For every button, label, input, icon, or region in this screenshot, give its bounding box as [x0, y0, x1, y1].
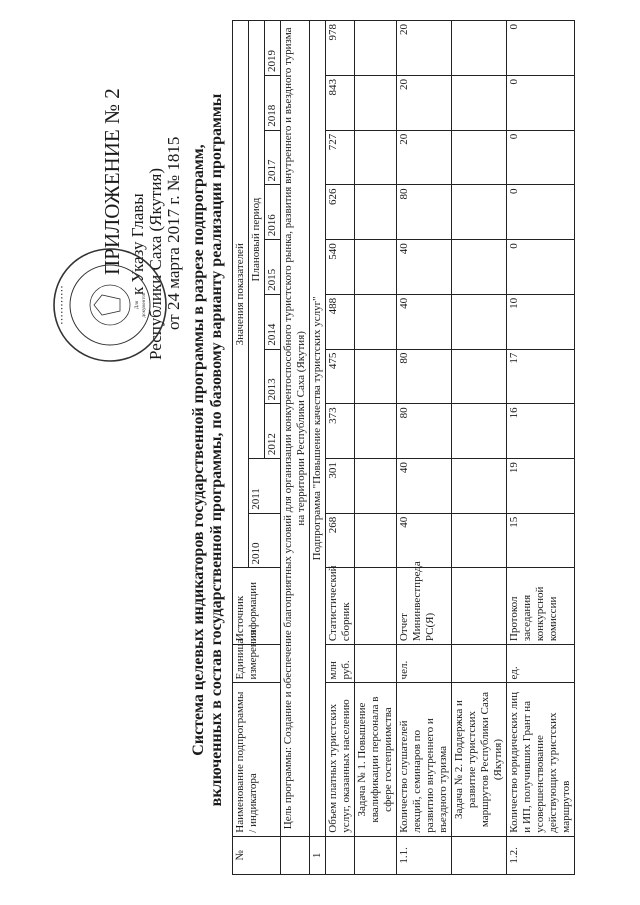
value-cell: 978 — [326, 21, 355, 76]
header-values: Значения показателей — [233, 21, 249, 569]
indicator-source: Протокол заседания конкурсной комиссии — [507, 568, 575, 645]
value-cell: 301 — [326, 459, 355, 514]
header-year-2010: 2010 — [249, 513, 281, 568]
table-row — [452, 21, 507, 875]
header-year-2016: 2016 — [265, 185, 281, 240]
value-cell: 843 — [326, 76, 355, 131]
header-year-2013: 2013 — [265, 349, 281, 404]
indicators-table — [232, 20, 575, 875]
value-cell: 19 — [507, 459, 575, 514]
table-row — [310, 21, 326, 875]
svg-text:• • • • • • • • • • •: • • • • • • • • • • • — [60, 285, 66, 325]
document-title — [190, 25, 226, 875]
row-number: 1.1. — [397, 836, 452, 874]
header-source: Источник информации — [233, 568, 281, 645]
header-unit: Единица измерения — [233, 645, 281, 683]
indicator-name: Количество слушателей лекций, семинаров по развитию внутреннего и въездного туризма — [397, 683, 452, 836]
subprogram-title: Подпрограмма "Повышение качества туристских услуг" — [310, 21, 326, 837]
indicator-unit: чел. — [397, 645, 452, 683]
value-cell: 488 — [326, 294, 355, 349]
indicator-name: Количество юридических лиц и ИП, получивших Грант на усовершенствование действующих туристских маршрутов — [507, 683, 575, 836]
value-cell: 10 — [507, 294, 575, 349]
table-row — [281, 21, 310, 875]
program-goal: Цель программы: Создание и обеспечение благоприятных условий для организации конкурентоспособного туристского рынка, развития внутреннего и въездного туризма на территории Республики Саха (Якутия) — [281, 21, 310, 837]
value-cell: 626 — [326, 185, 355, 240]
table-row — [397, 21, 452, 875]
value-cell: 20 — [397, 130, 452, 185]
value-cell: 80 — [397, 185, 452, 240]
value-cell: 0 — [507, 130, 575, 185]
value-cell: 40 — [397, 459, 452, 514]
header-name: Наименование подпрограммы / индикатора — [233, 683, 281, 836]
value-cell: 0 — [507, 76, 575, 131]
header-year-2011: 2011 — [249, 459, 281, 514]
value-cell: 17 — [507, 349, 575, 404]
official-seal-icon — [50, 245, 170, 365]
indicator-unit: ед. — [507, 645, 575, 683]
table-row — [507, 21, 575, 875]
value-cell: 40 — [397, 240, 452, 295]
value-cell: 268 — [326, 513, 355, 568]
header-number: № — [233, 836, 281, 874]
title-line-2: включенных в состав государственной программы, по базовому варианту реализации программы — [208, 93, 225, 807]
header-year-2018: 2018 — [265, 76, 281, 131]
appendix-date: от 24 марта 2017 г. № 1815 — [164, 136, 183, 330]
value-cell: 0 — [507, 185, 575, 240]
table-row — [326, 21, 355, 875]
header-year-2014: 2014 — [265, 294, 281, 349]
value-cell: 80 — [397, 404, 452, 459]
value-cell: 40 — [397, 294, 452, 349]
svg-text:Для: Для — [135, 300, 140, 310]
row-number: 1.2. — [507, 836, 575, 874]
title-line-1: Система целевых индикаторов государственной программы в разрезе подпрограмм, — [190, 144, 207, 756]
indicator-source: Отчет Мининвестпреда РС(Я) — [397, 568, 452, 645]
value-cell: 80 — [397, 349, 452, 404]
value-cell: 0 — [507, 21, 575, 76]
appendix-organization: Республики Саха (Якутия) — [146, 167, 165, 360]
value-cell: 475 — [326, 349, 355, 404]
appendix-label: ПРИЛОЖЕНИЕ № 2 — [100, 88, 124, 275]
header-planned-period: Плановый период — [249, 21, 265, 459]
header-year-2017: 2017 — [265, 130, 281, 185]
table-row — [355, 21, 397, 875]
appendix-decree-line: к Указу Главы — [128, 193, 147, 295]
svg-text:документов: документов — [142, 292, 147, 318]
value-cell: 20 — [397, 21, 452, 76]
value-cell: 373 — [326, 404, 355, 459]
value-cell: 540 — [326, 240, 355, 295]
indicator-source: Статистический сборник — [326, 568, 355, 645]
value-cell: 15 — [507, 513, 575, 568]
value-cell: 20 — [397, 76, 452, 131]
header-row-1 — [233, 21, 249, 875]
value-cell: 40 — [397, 513, 452, 568]
task-title: Задача № 2. Поддержка и развитие туристских маршрутов Республики Саха (Якутия) — [452, 683, 507, 836]
value-cell: 0 — [507, 240, 575, 295]
header-year-2015: 2015 — [265, 240, 281, 295]
row-number: 1 — [310, 836, 326, 874]
indicator-name: Объем платных туристских услуг, оказанных населению — [326, 683, 355, 836]
header-year-2012: 2012 — [265, 404, 281, 459]
task-title: Задача № 1. Повышение квалификации персонала в сфере гостеприимства — [355, 683, 397, 836]
indicator-unit: млн руб. — [326, 645, 355, 683]
value-cell: 16 — [507, 404, 575, 459]
header-year-2019: 2019 — [265, 21, 281, 76]
value-cell: 727 — [326, 130, 355, 185]
